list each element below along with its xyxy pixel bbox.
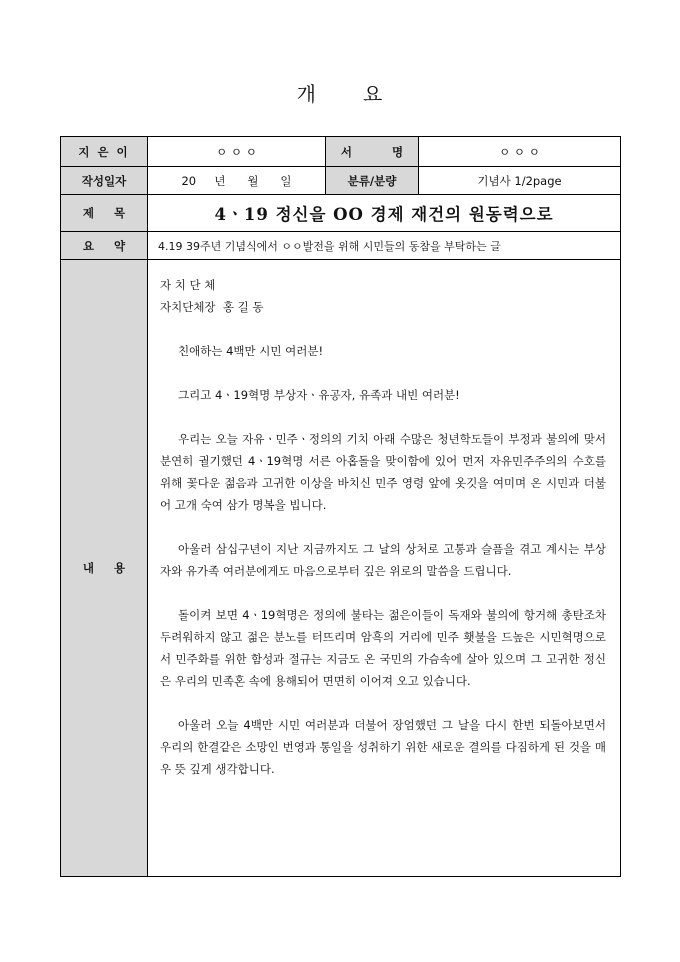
author-value: ㅇ ㅇ ㅇ: [148, 137, 326, 167]
document-title: 4ㆍ19 정신을 OO 경제 재건의 원동력으로: [148, 195, 621, 232]
speaker-name: 자치단체장 홍 길 동: [160, 300, 264, 314]
date-label: 작성일자: [61, 167, 148, 195]
summary-label: 요 약: [61, 232, 148, 260]
summary-value: 4.19 39주년 기념식에서 ㅇㅇ발전을 위해 시민들의 동참을 부탁하는 글: [148, 232, 621, 260]
page-title-right: 요: [363, 82, 384, 106]
paragraph-1: 우리는 오늘 자유ㆍ민주ㆍ정의의 기치 아래 수많은 청년학도들이 부정과 불의에 맞서 분연히 궐기했던 4ㆍ19혁명 서른 아홉돌을 맞이함에 있어 먼저 자유민주주의의 수호를 위해 꽃다운 젊음과 고귀한 이상을 바치신 민주 영령 앞에 옷깃을 여미며 온 시민과 더불어 고개 숙여 삼가 명복을 빕니다.: [160, 432, 606, 512]
signature-label: 서 명: [326, 137, 419, 167]
date-value: 20 년 월 일: [148, 167, 326, 195]
content-body: [148, 260, 621, 877]
org-name: 자 치 단 체: [160, 278, 216, 292]
category-value: 기념사 1/2page: [419, 167, 621, 195]
paragraph-4: 아울러 오늘 4백만 시민 여러분과 더불어 장엄했던 그 날을 다시 한번 되돌아보면서 우리의 한결같은 소망인 번영과 통일을 성취하기 위한 새로운 결의를 다짐하게 된 것을 매우 뜻 깊게 생각합니다.: [160, 718, 606, 776]
overview-form-table: [60, 136, 621, 877]
date-row: [61, 167, 621, 195]
greeting-citizens: 친애하는 4백만 시민 여러분!: [178, 344, 324, 358]
content-label: 내 용: [61, 260, 148, 877]
page-title-left: 개: [296, 82, 317, 106]
title-row: [61, 195, 621, 232]
author-label: 지 은 이: [61, 137, 148, 167]
title-label: 제 목: [61, 195, 148, 232]
paragraph-2: 아울러 삼십구년이 지난 지금까지도 그 날의 상처로 고통과 슬픔을 겪고 계시는 부상자와 유가족 여러분에게도 마음으로부터 깊은 위로의 말씀을 드립니다.: [160, 542, 606, 578]
page-title: [0, 78, 680, 107]
paragraph-3: 돌이켜 보면 4ㆍ19혁명은 정의에 불타는 젊은이들이 독재와 불의에 항거해 총탄조차 두려워하지 않고 젊은 분노를 터뜨리며 암흑의 거리에 민주 횃불을 드높은 시민혁명으로서 민주화를 위한 함성과 절규는 지금도 온 국민의 가슴속에 살아 있으며 그 고귀한 정신은 우리의 민족혼 속에 용해되어 면면히 이어져 오고 있습니다.: [160, 608, 606, 688]
content-row: [61, 260, 621, 877]
signature-value: ㅇ ㅇ ㅇ: [419, 137, 621, 167]
summary-row: [61, 232, 621, 260]
author-row: [61, 137, 621, 167]
greeting-guests: 그리고 4ㆍ19혁명 부상자ㆍ유공자, 유족과 내빈 여러분!: [178, 388, 460, 402]
category-label: 분류/분량: [326, 167, 419, 195]
